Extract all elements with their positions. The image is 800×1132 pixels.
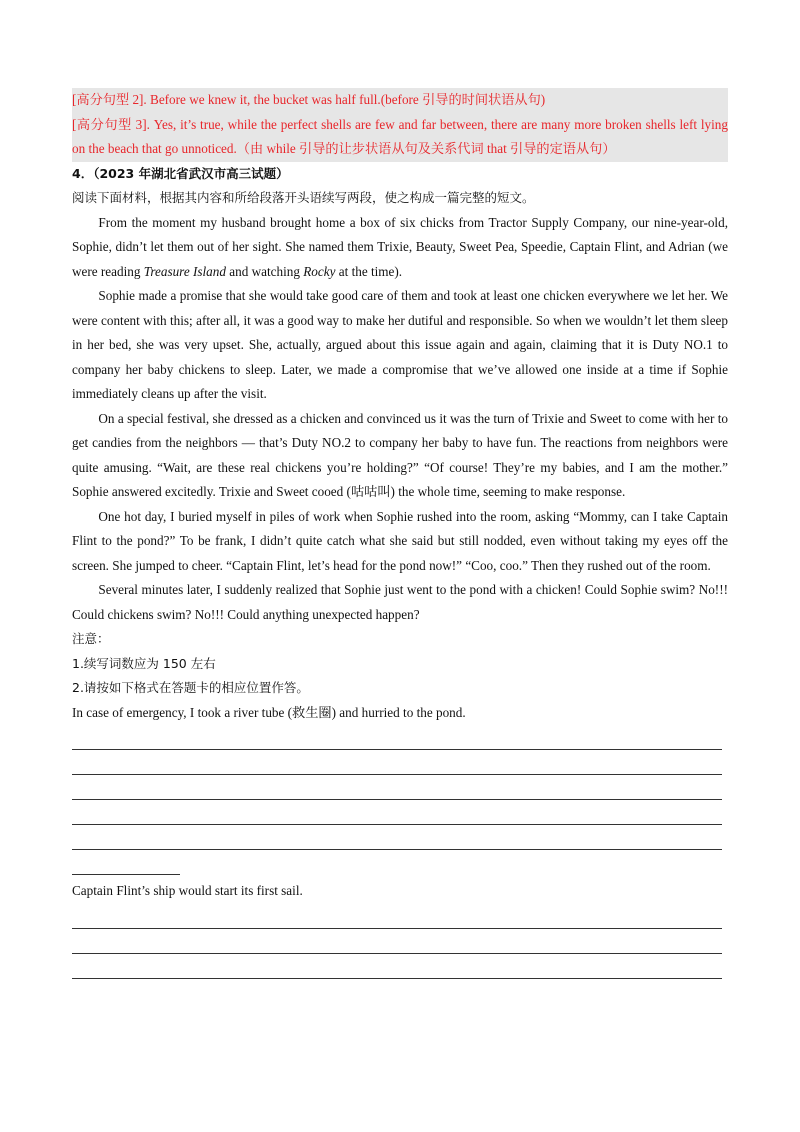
opening-sentence-1: In case of emergency, I took a river tube (救生圈) and hurried to the pond. <box>72 704 466 720</box>
paragraph-3: On a special festival, she dressed as a chicken and convinced us it was the turn of Trixie and Sweet to come with her to get candies from the neighbors — that’s Duty NO.2 to company her baby to have fun. The reactions from neighbors were quite amusing. “Wait, are these real chickens you’re holding?” “Of course! They’re my babies, and I am the mother.” Sophie answered excitedly. Trixie and Sweet cooed (咕咕叫) the whole time, seeming to make response. <box>72 410 728 499</box>
paragraph-4: One hot day, I buried myself in piles of work when Sophie rushed into the room, asking “Mommy, can I take Captain Flint to the pond?” To be frank, I didn’t quite catch what she said but still nodded, even without taking my eyes off the screen. She jumped to cheer. “Captain Flint, let’s head for the pond now!” “Coo, coo.” Then they rushed out of the room. <box>72 508 728 573</box>
question-heading: 4．（2023 年湖北省武汉市高三试题） <box>72 165 289 181</box>
answer-lines-1 <box>72 725 728 875</box>
answer-line[interactable] <box>72 904 722 929</box>
answer-line[interactable] <box>72 750 722 775</box>
paragraph-1-text-a: From the moment my husband brought home a box of six chicks from Tractor Supply Company, our nine-year-old, Sophie, didn’t let them out of her sight. She named them Trixie, Beauty, Sweet Pea, Speedie, Captain Flint, and Adrian (we were reading <box>72 214 728 279</box>
answer-line[interactable] <box>72 929 722 954</box>
highlighted-sentences <box>72 88 728 162</box>
answer-line[interactable] <box>72 954 722 979</box>
paragraph-1 <box>72 211 728 285</box>
note-title: 注意： <box>72 631 110 646</box>
answer-line[interactable] <box>72 725 722 750</box>
movie-title: Rocky <box>303 263 336 279</box>
paragraph-1-text-c: at the time). <box>335 263 403 279</box>
answer-line[interactable] <box>72 800 722 825</box>
paragraph-2: Sophie made a promise that she would take good care of them and took at least one chicken everywhere we let her. We were content with this; after all, it was a good way to make her dutiful and responsible. So when we wouldn’t let them sleep in her bed, she was very upset. She, actually, argued about this issue again and again, claiming that it is Duty NO.1 to company her baby chickens to sleep. Later, we made a compromise that we’ve allowed one inside at a time if Sophie immediately cleans up after the visit. <box>72 288 728 401</box>
sentence-pattern-3: [高分句型 3]. Yes, it’s true, while the perfect shells are few and far between, there are many more broken shells left lying on the beach that go unnoticed.（由 while 引导的让步状语从句及关系代词 that 引导的定语从句） <box>72 116 728 156</box>
paragraph-5: Several minutes later, I suddenly realized that Sophie just went to the pond with a chicken! Could Sophie swim? No!!! Could chickens swim? No!!! Could anything unexpected happen? <box>72 582 728 622</box>
paragraph-1-text-b: and watching <box>225 263 304 279</box>
answer-line[interactable] <box>72 775 722 800</box>
sentence-pattern-2: [高分句型 2]. Before we knew it, the bucket was half full.(before 引导的时间状语从句) <box>72 92 546 107</box>
book-title: Treasure Island <box>143 263 226 279</box>
answer-lines-2 <box>72 904 728 979</box>
answer-line[interactable] <box>72 825 722 850</box>
note-1: 1.续写词数应为 150 左右 <box>72 655 216 671</box>
opening-sentence-2: Captain Flint’s ship would start its first sail. <box>72 883 303 898</box>
instruction: 阅读下面材料，根据其内容和所给段落开头语续写两段，使之构成一篇完整的短文。 <box>72 190 535 205</box>
answer-line-short[interactable] <box>72 850 180 875</box>
document-page <box>72 88 728 979</box>
note-2: 2.请按如下格式在答题卡的相应位置作答。 <box>72 680 309 695</box>
